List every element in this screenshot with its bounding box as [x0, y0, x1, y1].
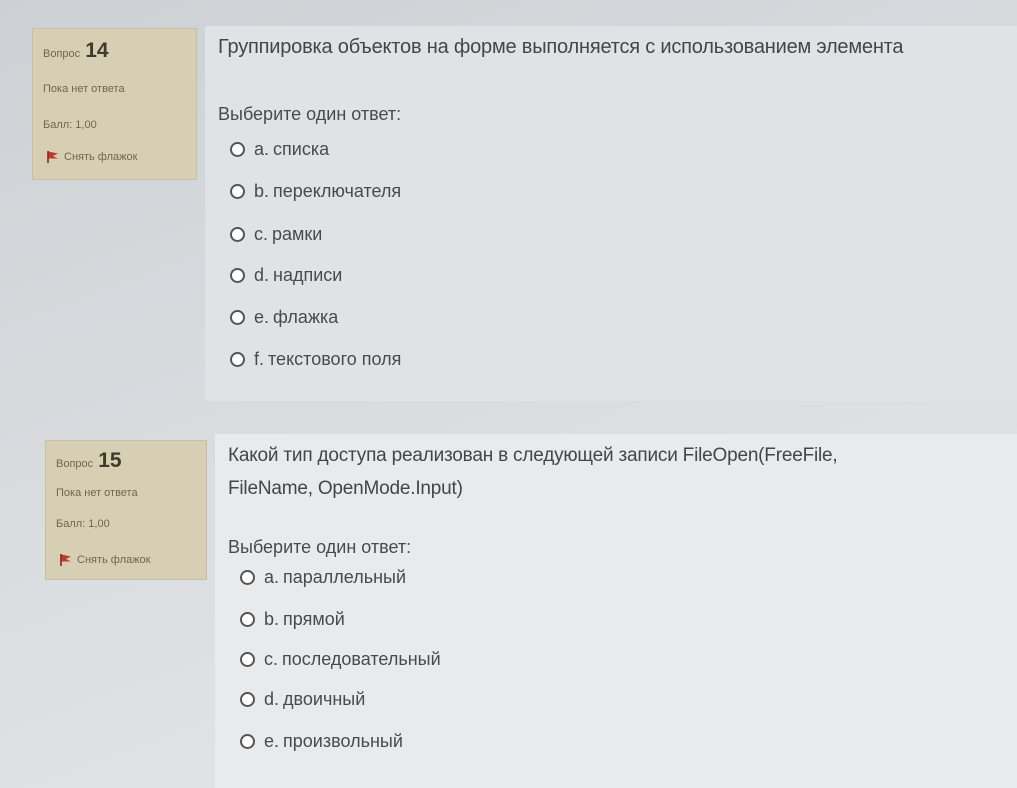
option-letter[interactable]: a. [254, 139, 270, 159]
question-text: Группировка объектов на форме выполняется с использованием элемента [218, 36, 904, 58]
option-text[interactable]: текстового поля [268, 349, 402, 369]
radio-unchecked-icon[interactable] [240, 570, 255, 585]
flag-icon [47, 151, 59, 163]
answer-option[interactable] [240, 649, 441, 670]
answer-option[interactable] [230, 224, 322, 245]
option-text[interactable]: надписи [273, 265, 343, 285]
option-letter[interactable]: c. [264, 649, 279, 669]
option-text[interactable]: флажка [273, 307, 339, 327]
radio-unchecked-icon[interactable] [230, 268, 245, 283]
flag-icon [60, 554, 72, 566]
radio-unchecked-icon[interactable] [240, 652, 255, 667]
answer-option[interactable] [230, 139, 329, 160]
answer-option[interactable] [230, 265, 342, 286]
radio-unchecked-icon[interactable] [240, 692, 255, 707]
radio-unchecked-icon[interactable] [230, 352, 245, 367]
option-letter[interactable]: e. [254, 307, 270, 327]
question-number [56, 449, 122, 473]
remove-flag-button[interactable] [60, 554, 150, 566]
answer-option[interactable] [230, 349, 401, 370]
option-letter[interactable]: b. [264, 609, 280, 629]
answer-option[interactable] [240, 609, 345, 630]
radio-unchecked-icon[interactable] [230, 227, 245, 242]
option-letter[interactable]: e. [264, 731, 280, 751]
radio-unchecked-icon[interactable] [240, 734, 255, 749]
remove-flag-button[interactable] [47, 151, 137, 163]
option-letter[interactable]: d. [264, 689, 280, 709]
option-text[interactable]: прямой [283, 609, 345, 629]
question-text: Какой тип доступа реализован в следующей записи FileOpen(FreeFile, FileName, OpenMode.Input) [228, 445, 838, 499]
question-label: Вопрос [43, 48, 81, 60]
answer-option[interactable] [240, 567, 406, 588]
option-letter[interactable]: c. [254, 224, 269, 244]
option-text[interactable]: двоичный [283, 689, 366, 709]
option-text[interactable]: рамки [272, 224, 323, 244]
answer-prompt: Выберите один ответ: [218, 104, 402, 124]
answer-option[interactable] [240, 731, 403, 752]
question-14-content [205, 26, 1017, 401]
remove-flag-label[interactable]: Снять флажок [64, 151, 138, 163]
radio-unchecked-icon[interactable] [230, 310, 245, 325]
radio-unchecked-icon[interactable] [230, 184, 245, 199]
answer-prompt: Выберите один ответ: [228, 537, 412, 557]
question-grade: Балл: 1,00 [43, 119, 97, 131]
remove-flag-label[interactable]: Снять флажок [77, 554, 151, 566]
question-status: Пока нет ответа [56, 487, 138, 499]
question-grade: Балл: 1,00 [56, 518, 110, 530]
question-15-info [45, 440, 207, 580]
option-letter[interactable]: a. [264, 567, 280, 587]
question-label: Вопрос [56, 458, 94, 470]
radio-unchecked-icon[interactable] [230, 142, 245, 157]
option-letter[interactable]: b. [254, 181, 270, 201]
question-status: Пока нет ответа [43, 83, 125, 95]
question-number-value: 15 [98, 449, 122, 472]
question-number [43, 39, 109, 63]
radio-unchecked-icon[interactable] [240, 612, 255, 627]
option-letter[interactable]: d. [254, 265, 270, 285]
answer-option[interactable] [230, 181, 401, 202]
question-14-info [32, 28, 197, 180]
question-number-value: 14 [85, 39, 109, 62]
option-text[interactable]: списка [273, 139, 330, 159]
answer-option[interactable] [230, 307, 338, 328]
option-text[interactable]: переключателя [273, 181, 402, 201]
option-text[interactable]: параллельный [283, 567, 407, 587]
option-text[interactable]: последовательный [282, 649, 441, 669]
option-letter[interactable]: f. [254, 349, 265, 369]
answer-option[interactable] [240, 689, 365, 710]
option-text[interactable]: произвольный [283, 731, 403, 751]
